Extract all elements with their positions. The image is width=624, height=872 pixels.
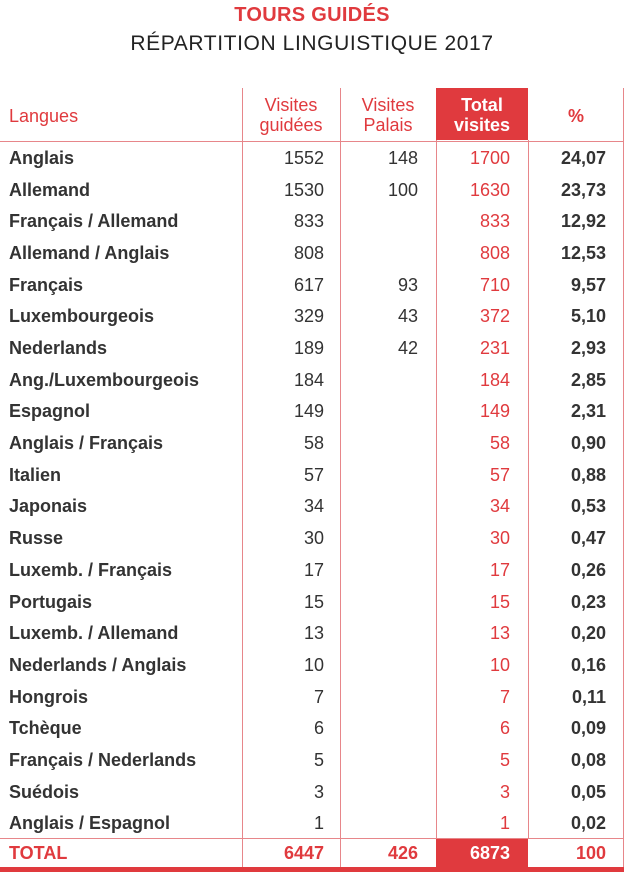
row-total: 10 — [489, 655, 510, 675]
row-palace: 43 — [397, 306, 418, 326]
row-percent: 0,02 — [570, 813, 606, 833]
row-palace — [340, 459, 418, 491]
row-total: 7 — [499, 687, 510, 707]
row-palace: 93 — [397, 275, 418, 295]
row-total: 184 — [479, 370, 510, 390]
row-language: Nederlands / Anglais — [9, 655, 187, 675]
row-language: Anglais / Français — [9, 433, 164, 453]
row-palace — [340, 554, 418, 586]
header-total-visites-line2: visites — [453, 115, 511, 135]
header-visites-guidees — [242, 95, 340, 135]
row-guided: 5 — [313, 750, 324, 770]
row-palace — [340, 522, 418, 554]
row-language: Anglais — [9, 148, 75, 168]
row-palace — [340, 490, 418, 522]
row-palace — [340, 617, 418, 649]
row-language: Allemand — [9, 180, 91, 200]
row-guided: 3 — [313, 782, 324, 802]
row-total: 372 — [479, 306, 510, 326]
row-language: Français / Nederlands — [9, 750, 197, 770]
row-language: Luxembourgeois — [9, 306, 155, 326]
row-total: 149 — [479, 401, 510, 421]
header-percent: % — [567, 106, 584, 126]
row-percent: 2,85 — [570, 370, 606, 390]
row-percent: 0,05 — [570, 782, 606, 802]
row-palace — [340, 807, 418, 839]
bottom-bar — [0, 867, 624, 872]
row-percent: 0,88 — [570, 465, 606, 485]
header-total-visites — [436, 95, 528, 135]
row-percent: 9,57 — [570, 275, 606, 295]
row-language: Français / Allemand — [9, 211, 179, 231]
row-guided: 184 — [293, 370, 324, 390]
header-visites-guidees-line2: guidées — [259, 115, 323, 135]
row-guided: 58 — [303, 433, 324, 453]
row-percent: 12,53 — [560, 243, 606, 263]
row-total: 5 — [499, 750, 510, 770]
row-total: 30 — [489, 528, 510, 548]
row-total: 17 — [489, 560, 510, 580]
row-guided: 10 — [303, 655, 324, 675]
total-palace: 426 — [387, 843, 418, 863]
row-percent: 24,07 — [560, 148, 606, 168]
row-percent: 0,11 — [571, 687, 606, 707]
row-palace — [340, 744, 418, 776]
row-percent: 0,09 — [570, 718, 606, 738]
row-guided: 13 — [303, 623, 324, 643]
row-language: Russe — [9, 528, 64, 548]
total-total: 6873 — [469, 843, 510, 863]
row-guided: 617 — [293, 275, 324, 295]
row-guided: 15 — [303, 592, 324, 612]
chart-subtitle: RÉPARTITION LINGUISTIQUE 2017 — [130, 32, 494, 55]
chart-title: TOURS GUIDÉS — [234, 4, 390, 26]
row-palace — [340, 395, 418, 427]
row-guided: 17 — [303, 560, 324, 580]
row-language: Luxemb. / Allemand — [9, 623, 179, 643]
row-total: 57 — [489, 465, 510, 485]
row-language: Tchèque — [9, 718, 82, 738]
row-guided: 30 — [303, 528, 324, 548]
header-total-visites-line1: Total — [461, 95, 503, 115]
row-percent: 0,16 — [570, 655, 606, 675]
row-percent: 0,23 — [570, 592, 606, 612]
row-language: Espagnol — [9, 401, 91, 421]
row-language: Français — [9, 275, 84, 295]
row-percent: 5,10 — [570, 306, 606, 326]
row-guided: 833 — [293, 211, 324, 231]
row-palace — [340, 205, 418, 237]
header-visites-guidees-line1: Visites — [264, 95, 318, 115]
row-guided: 34 — [303, 496, 324, 516]
row-language: Italien — [9, 465, 62, 485]
row-percent: 0,20 — [570, 623, 606, 643]
row-language: Luxemb. / Français — [9, 560, 173, 580]
row-percent: 0,47 — [570, 528, 606, 548]
row-total: 34 — [489, 496, 510, 516]
row-palace — [340, 681, 418, 713]
row-total: 231 — [479, 338, 510, 358]
row-percent: 2,93 — [570, 338, 606, 358]
row-guided: 329 — [293, 306, 324, 326]
row-total: 808 — [479, 243, 510, 263]
row-guided: 149 — [293, 401, 324, 421]
row-palace: 100 — [387, 180, 418, 200]
row-palace — [340, 427, 418, 459]
total-percent: 100 — [575, 843, 606, 863]
row-guided: 7 — [313, 687, 324, 707]
row-language: Portugais — [9, 592, 93, 612]
row-palace: 148 — [387, 148, 418, 168]
row-palace: 42 — [397, 338, 418, 358]
row-language: Hongrois — [9, 687, 88, 707]
header-visites-palais — [340, 95, 436, 135]
row-guided: 189 — [293, 338, 324, 358]
row-palace — [340, 776, 418, 808]
row-guided: 1 — [313, 813, 324, 833]
row-percent: 0,26 — [570, 560, 606, 580]
row-total: 1630 — [469, 180, 510, 200]
row-total: 833 — [479, 211, 510, 231]
row-percent: 0,53 — [570, 496, 606, 516]
row-guided: 1552 — [283, 148, 324, 168]
row-total: 1 — [499, 813, 510, 833]
row-language: Japonais — [9, 496, 88, 516]
row-language: Suédois — [9, 782, 80, 802]
row-palace — [340, 586, 418, 618]
header-langues: Langues — [9, 106, 79, 126]
row-total: 15 — [489, 592, 510, 612]
row-guided: 6 — [313, 718, 324, 738]
row-total: 58 — [489, 433, 510, 453]
row-total: 13 — [489, 623, 510, 643]
row-percent: 12,92 — [560, 211, 606, 231]
row-language: Allemand / Anglais — [9, 243, 170, 263]
row-guided: 57 — [303, 465, 324, 485]
header-visites-palais-line2: Palais — [363, 115, 413, 135]
row-palace — [340, 649, 418, 681]
header-visites-palais-line1: Visites — [361, 95, 415, 115]
row-percent: 0,08 — [570, 750, 606, 770]
row-language: Nederlands — [9, 338, 108, 358]
total-guided: 6447 — [283, 843, 324, 863]
row-language: Anglais / Espagnol — [9, 813, 171, 833]
row-total: 3 — [499, 782, 510, 802]
row-guided: 1530 — [283, 180, 324, 200]
row-guided: 808 — [293, 243, 324, 263]
row-percent: 2,31 — [570, 401, 606, 421]
row-total: 1700 — [469, 148, 510, 168]
total-label: TOTAL — [9, 843, 68, 863]
row-percent: 23,73 — [560, 180, 606, 200]
row-palace — [340, 364, 418, 396]
row-language: Ang./Luxembourgeois — [9, 370, 200, 390]
row-palace — [340, 237, 418, 269]
row-total: 710 — [479, 275, 510, 295]
row-percent: 0,90 — [570, 433, 606, 453]
row-palace — [340, 712, 418, 744]
row-total: 6 — [499, 718, 510, 738]
